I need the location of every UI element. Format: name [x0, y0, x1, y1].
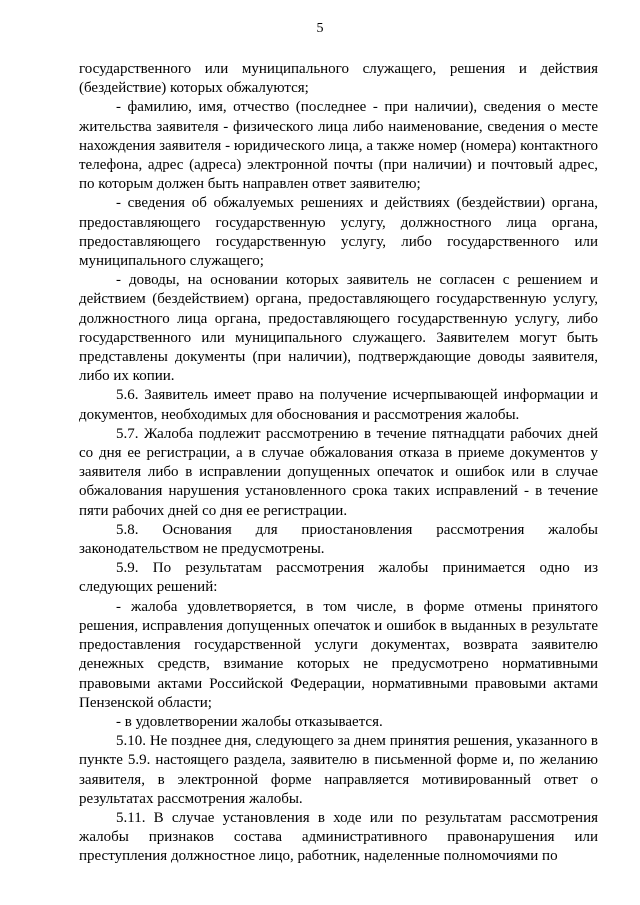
paragraph-complaint-rejected: - в удовлетворении жалобы отказывается.	[116, 713, 383, 730]
page-number: 5	[316, 21, 324, 36]
document-body	[79, 60, 598, 867]
paragraph-applicant-details: - фамилию, имя, отчество (последнее - при наличии), сведения о месте жительства заявителя - физического лица либо наименование, сведения о месте нахождения заявителя - юридического лица, а также номер (номера) контактного телефона, адрес (адреса) электронной почты (при наличии) и почтовый адрес, по которым должен быть направлен ответ заявителю;	[79, 99, 598, 193]
paragraph-arguments: - доводы, на основании которых заявитель не согласен с решением и действием (бездействием) органа, предоставляющего государственную услугу, должностного лица органа, предоставляющего государственную услугу, либо государственного или муниципального служащего. Заявителем могут быть представлены документы (при наличии), подтверждающие доводы заявителя, либо их копии.	[79, 272, 598, 385]
paragraph-5-9: 5.9. По результатам рассмотрения жалобы принимается одно из следующих решений:	[79, 560, 598, 596]
paragraph-appealed-decisions: - сведения об обжалуемых решениях и действиях (бездействии) органа, предоставляющего государственную услугу, должностного лица органа, предоставляющего государственную услугу, либо государственного или муниципального служащего;	[79, 195, 598, 270]
paragraph-complaint-satisfied: - жалоба удовлетворяется, в том числе, в форме отмены принятого решения, исправления допущенных опечаток и ошибок в выданных в результате предоставления государственной услуги документах, возврата заявителю денежных средств, взимание которых не предусмотрено нормативными правовыми актами Российской Федерации, нормативными правовыми актами Пензенской области;	[79, 598, 598, 711]
paragraph-5-10: 5.10. Не позднее дня, следующего за днем принятия решения, указанного в пункте 5.9. настоящего раздела, заявителю в письменной форме и, по желанию заявителя, в электронной форме направляется мотивированный ответ о результатах рассмотрения жалобы.	[79, 733, 598, 807]
paragraph-continuation: государственного или муниципального служащего, решения и действия (бездействие) которых обжалуются;	[79, 61, 598, 97]
paragraph-5-11: 5.11. В случае установления в ходе или по результатам рассмотрения жалобы признаков состава административного правонарушения или преступления должностное лицо, работник, наделенные полномочиями по	[79, 809, 598, 865]
paragraph-5-8: 5.8. Основания для приостановления рассмотрения жалобы законодательством не предусмотрены.	[79, 521, 598, 558]
paragraph-5-6: 5.6. Заявитель имеет право на получение исчерпывающей информации и документов, необходимых для обоснования и рассмотрения жалобы.	[79, 387, 598, 423]
paragraph-5-7: 5.7. Жалоба подлежит рассмотрению в течение пятнадцати рабочих дней со дня ее регистрации, а в случае обжалования отказа в приеме документов у заявителя либо в исправлении допущенных опечаток и ошибок или в случае обжалования нарушения установленного срока таких исправлений - в течение пяти рабочих дней со дня ее регистрации.	[79, 425, 598, 519]
